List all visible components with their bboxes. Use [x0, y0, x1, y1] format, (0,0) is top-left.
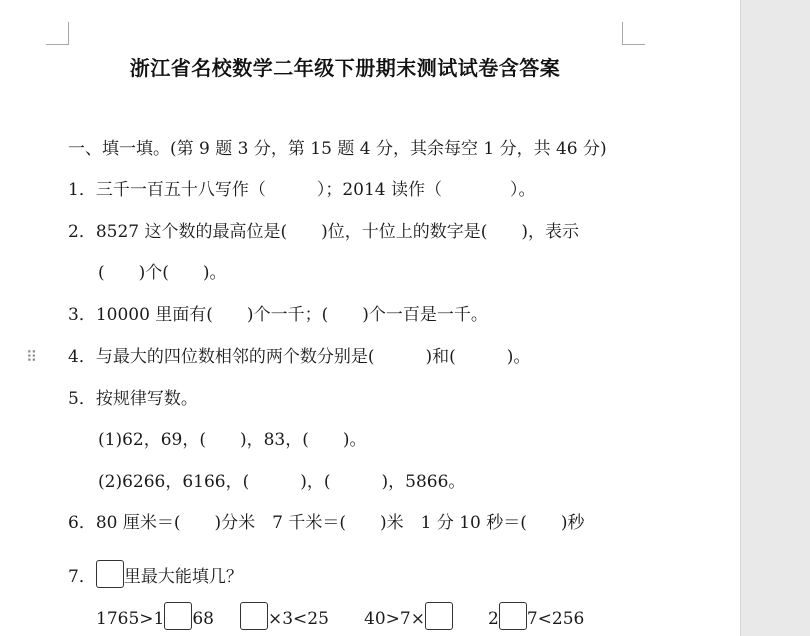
question-7-text: 里最大能填几？	[123, 567, 243, 587]
drag-handle-icon[interactable]: ⠿	[26, 348, 35, 366]
question-5: 5．按规律写数。	[68, 389, 198, 409]
example-1-right: 68	[192, 609, 214, 629]
page-title: 浙江省名校数学二年级下册期末测试试卷含答案	[129, 56, 561, 80]
answer-box	[164, 602, 192, 630]
question-3: 3．10000 里面有( )个一千；( )个一百是一千。	[68, 305, 488, 325]
margin-corner-top-right	[622, 22, 645, 45]
answer-box	[499, 602, 527, 630]
example-2-right: ×3<25	[268, 609, 329, 629]
example-3-left: 40>7×	[364, 609, 425, 629]
answer-box	[240, 602, 268, 630]
question-7-example-2	[240, 602, 329, 630]
answer-box	[96, 560, 124, 588]
question-1: 1．三千一百五十八写作（ ）；2014 读作（ ）。	[68, 180, 536, 200]
question-6: 6．80 厘米＝( )分米 7 千米＝( )米 1 分 10 秒＝( )秒	[68, 513, 585, 533]
margin-corner-top-left	[46, 22, 69, 45]
example-1-left: 1765>1	[96, 609, 165, 629]
question-7-example-3	[364, 602, 453, 630]
editor-gutter	[740, 0, 810, 636]
example-4-right: 7<256	[526, 609, 585, 629]
example-4-left: 2	[488, 609, 499, 629]
section-heading: 一、填一填。(第 9 题 3 分，第 15 题 4 分，其余每空 1 分，共 46 分)	[68, 139, 607, 159]
answer-box	[425, 602, 453, 630]
question-4: 4．与最大的四位数相邻的两个数分别是( )和( )。	[68, 347, 531, 367]
question-2-line-1: 2．8527 这个数的最高位是( )位，十位上的数字是( )，表示	[68, 222, 580, 242]
question-7	[68, 560, 243, 588]
question-5-part-2: (2)6266，6166，( )，( )，5866。	[98, 472, 466, 492]
question-7-example-4	[488, 602, 584, 630]
question-5-part-1: (1)62，69，( )，83，( )。	[98, 430, 367, 450]
question-7-number: 7．	[68, 567, 96, 587]
question-2-line-2: ( )个( )。	[98, 263, 227, 283]
question-7-example-1	[96, 602, 214, 630]
